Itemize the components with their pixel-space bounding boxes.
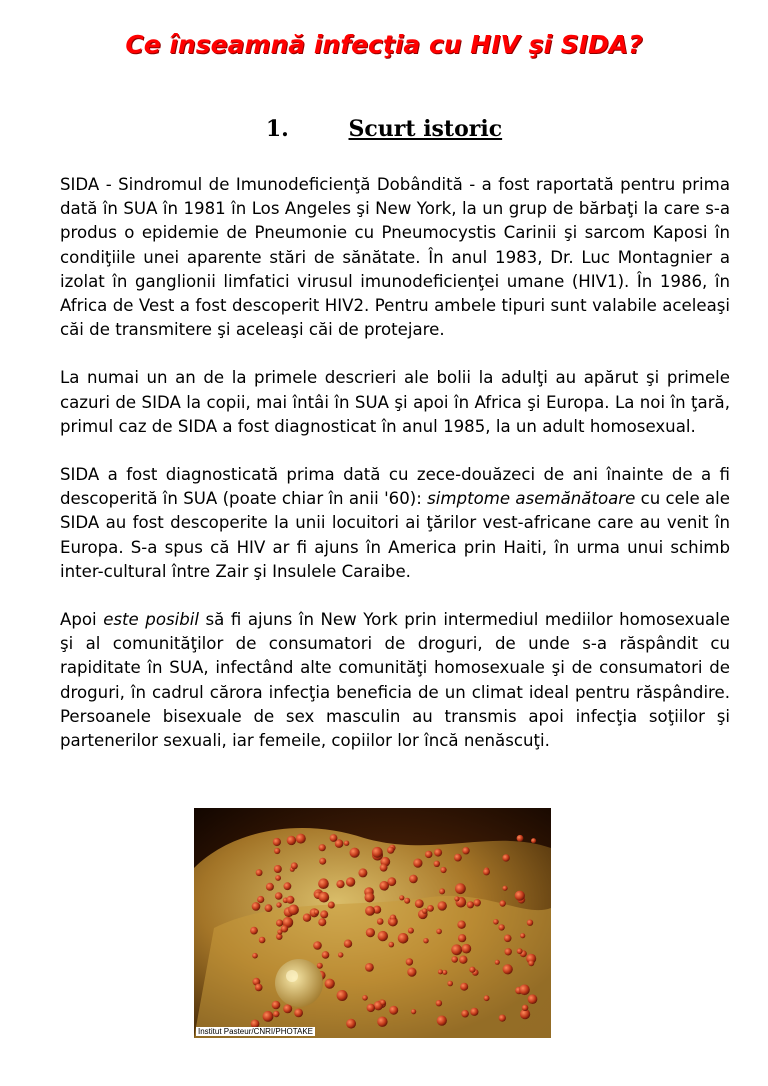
virion-particle xyxy=(313,941,322,950)
virion-particle xyxy=(499,1015,506,1022)
virion-particle xyxy=(286,896,294,904)
virion-particle xyxy=(380,1000,386,1006)
virion-particle xyxy=(288,905,299,916)
virion-particle xyxy=(377,1017,387,1027)
paragraph: SIDA - Sindromul de Imunodeficienţă Dobândită - a fost raportată pentru prima dată în SUA în 1981 în Los Angeles şi New York, la un grup de bărbaţi la care s-a produs o epidemie de Pneumonie cu Pneumocystis Carinii şi sarcom Kaposi în condiţiile unei aparente stări de sănătate. În anul 1983, Dr. Luc Montagnier a izolat în ganglionii limfatici virusul imunodeficienţei umane (HIV1). În 1986, în Africa de Vest a fost descoperit HIV2. Pentru ambele tipuri sunt valabile aceleaşi căi de transmitere şi aceleaşi căi de protejare. xyxy=(60,175,730,340)
section-title: Scurt istoric xyxy=(348,116,503,142)
virion-particle xyxy=(527,920,533,926)
virion-particle xyxy=(454,854,462,862)
virion-particle xyxy=(436,1000,442,1006)
virion-particle xyxy=(437,1016,447,1026)
virion-particle xyxy=(294,1009,303,1018)
micrograph-illustration xyxy=(194,808,551,1038)
virion-particle xyxy=(366,928,375,937)
virion-particle xyxy=(389,942,395,948)
virion-particle xyxy=(317,963,323,969)
virion-particle xyxy=(440,867,446,873)
virion-particle xyxy=(358,868,367,877)
article-body xyxy=(60,173,730,753)
virion-particle xyxy=(503,964,513,974)
virion-particle xyxy=(330,834,338,842)
virion-particle xyxy=(436,929,442,935)
virion-particle xyxy=(257,896,264,903)
virion-particle xyxy=(337,990,348,1001)
virion-particle xyxy=(256,869,263,876)
virion-particle xyxy=(365,963,374,972)
virion-particle xyxy=(462,944,472,954)
virion-particle xyxy=(362,995,368,1001)
virion-particle xyxy=(398,933,409,944)
virion-particle xyxy=(283,1004,292,1013)
virion-particle xyxy=(319,892,330,903)
virion-particle xyxy=(273,838,281,846)
virion-particle xyxy=(427,905,434,912)
virion-particle xyxy=(387,847,394,854)
section-heading xyxy=(0,116,768,142)
virion-particle xyxy=(404,898,410,904)
virion-particle xyxy=(483,868,490,875)
virion-particle xyxy=(439,888,445,894)
virion-particle xyxy=(493,919,499,925)
virion-particle xyxy=(365,892,375,902)
paragraph xyxy=(60,608,730,753)
virion-particle xyxy=(502,854,509,861)
virion-particle xyxy=(505,948,512,955)
virion-particle xyxy=(379,881,389,891)
virion-particle xyxy=(378,931,388,941)
virion-particle xyxy=(438,901,447,910)
virion-particle xyxy=(451,944,462,955)
virion-particle xyxy=(273,1011,279,1017)
virion-particle xyxy=(252,953,258,959)
virion-particle xyxy=(422,908,428,914)
virion-particle xyxy=(467,901,474,908)
virion-particle xyxy=(474,899,481,906)
virion-particle xyxy=(520,933,525,938)
virion-particle xyxy=(252,902,261,911)
virion-particle xyxy=(423,938,428,943)
virion-particle xyxy=(528,994,538,1004)
virion-particle xyxy=(389,918,397,926)
virion-particle xyxy=(517,835,524,842)
virion-particle xyxy=(367,1004,375,1012)
virion-particle xyxy=(469,967,475,973)
virion-particle xyxy=(515,891,525,901)
virion-particle xyxy=(274,865,282,873)
virion-particle xyxy=(415,899,424,908)
virion-particle xyxy=(318,878,329,889)
paragraph: La numai un an de la primele descrieri ale bolii la adulţi au apărut şi primele cazuri de SIDA la copii, mai întâi în SUA şi apoi în Africa şi Europa. La noi în ţară, primul caz de SIDA a fost diagnosticat în anul 1985, la un adult homosexual. xyxy=(60,368,730,436)
virion-particle xyxy=(276,902,281,907)
virion-particle xyxy=(461,1010,469,1018)
virion-particle xyxy=(519,985,530,996)
virion-particle xyxy=(454,896,459,901)
virion-particle xyxy=(411,1009,416,1014)
page-title: Ce înseamnă infecţia cu HIV şi SIDA? xyxy=(125,30,643,59)
virion-particle xyxy=(318,918,326,926)
virion-particle xyxy=(303,914,311,922)
virion-particle xyxy=(250,927,258,935)
virion-particle xyxy=(344,841,349,846)
virion-particle xyxy=(263,1011,274,1022)
paragraph-text: Apoi xyxy=(60,610,104,630)
virion-particle xyxy=(434,849,442,857)
virion-particle xyxy=(377,918,384,925)
virion-particle xyxy=(274,848,280,854)
virion-particle xyxy=(372,847,383,858)
virion-particle xyxy=(470,1008,478,1016)
virion-particle xyxy=(484,995,490,1001)
virion-particle xyxy=(495,960,500,965)
paragraph xyxy=(60,463,730,584)
virion-particle xyxy=(502,886,507,891)
virion-particle xyxy=(455,883,466,894)
virion-particle xyxy=(365,906,375,916)
virion-particle xyxy=(408,928,414,934)
virion-particle xyxy=(276,919,283,926)
virion-particle xyxy=(447,981,453,987)
virion-particle xyxy=(504,935,512,943)
emphasis-text: este posibil xyxy=(103,610,199,630)
virion-particle xyxy=(272,1001,281,1010)
virion-particle xyxy=(457,921,465,929)
virion-particle xyxy=(314,910,319,915)
paragraph-text: cu cele ale SIDA au fost descoperite la unii locuitori ai ţărilor vest-africane care au venit în Europa. S-a spus că HIV ar fi ajuns în America prin Haiti, în urma unui schimb inter-cultural între Zair şi Insulele Caraibe. xyxy=(60,489,730,581)
virion-particle xyxy=(277,929,282,934)
emphasis-text: simptome asemănătoare xyxy=(427,489,636,509)
virion-particle xyxy=(458,934,466,942)
virion-particle xyxy=(409,875,418,884)
virion-particle xyxy=(531,838,536,843)
virion-particle xyxy=(328,902,335,909)
virion-particle xyxy=(407,968,416,977)
virion-particle xyxy=(438,969,443,974)
virion-particle xyxy=(517,948,523,954)
paragraph-text: să fi ajuns în New York prin intermediul mediilor homosexuale şi al comunităţilor de consumatori de droguri, de unde s-a răspândit cu rapiditate în SUA, infectând alte comunităţi homosexuale şi de consumatori de droguri, în cadrul cărora infecţia beneficia de un climat ideal pentru răspândire. Persoanele bisexuale de sex masculin au transmis apoi infecţia soţiilor şi partenerilor sexuali, iar femeile, copiilor lor încă nenăscuţi. xyxy=(60,610,730,751)
virion-particle xyxy=(291,862,298,869)
virion-particle xyxy=(255,984,263,992)
paragraph-text: SIDA a fost diagnosticată prima dată cu zece-douăzeci de ani înainte de a fi descoperită în SUA (poate chiar în anii '60): xyxy=(60,465,730,509)
virion-particle xyxy=(325,979,335,989)
photo-credit: Institut Pasteur/CNRI/PHOTAKE xyxy=(198,1027,313,1036)
virion-particle xyxy=(319,844,326,851)
virion-particle xyxy=(319,858,326,865)
virion-particle xyxy=(287,836,296,845)
virion-particle xyxy=(346,1019,356,1029)
virion-particle xyxy=(459,956,467,964)
virion-particle xyxy=(399,895,404,900)
virion-particle xyxy=(522,1005,528,1011)
virion-particle xyxy=(413,859,422,868)
virion-particle xyxy=(462,847,469,854)
virion-particle xyxy=(434,861,440,867)
virion-particle xyxy=(320,910,328,918)
virion-particle xyxy=(498,924,504,930)
virion-particle xyxy=(338,952,343,957)
virion-particle xyxy=(380,864,388,872)
virion-particle xyxy=(266,883,274,891)
virion-particle xyxy=(284,882,292,890)
virion-particle xyxy=(296,834,306,844)
hiv-micrograph-image xyxy=(194,808,551,1038)
virion-particle xyxy=(259,937,266,944)
virion-particle xyxy=(275,892,283,900)
virion-particle xyxy=(344,940,352,948)
section-number: 1. xyxy=(265,116,289,142)
virion-particle xyxy=(346,877,355,886)
virion-particle xyxy=(265,904,273,912)
virion-particle xyxy=(425,851,432,858)
virion-particle xyxy=(500,900,506,906)
virion-particle xyxy=(406,958,413,965)
virion-particle xyxy=(451,956,458,963)
virion-particle xyxy=(460,983,468,991)
virion-particle xyxy=(275,875,281,881)
virion-particle xyxy=(389,1006,398,1015)
virion-particle xyxy=(442,970,447,975)
virion-particle xyxy=(336,880,344,888)
virion-particle xyxy=(528,960,534,966)
virion-particle xyxy=(322,951,330,959)
virion-particle xyxy=(350,848,360,858)
